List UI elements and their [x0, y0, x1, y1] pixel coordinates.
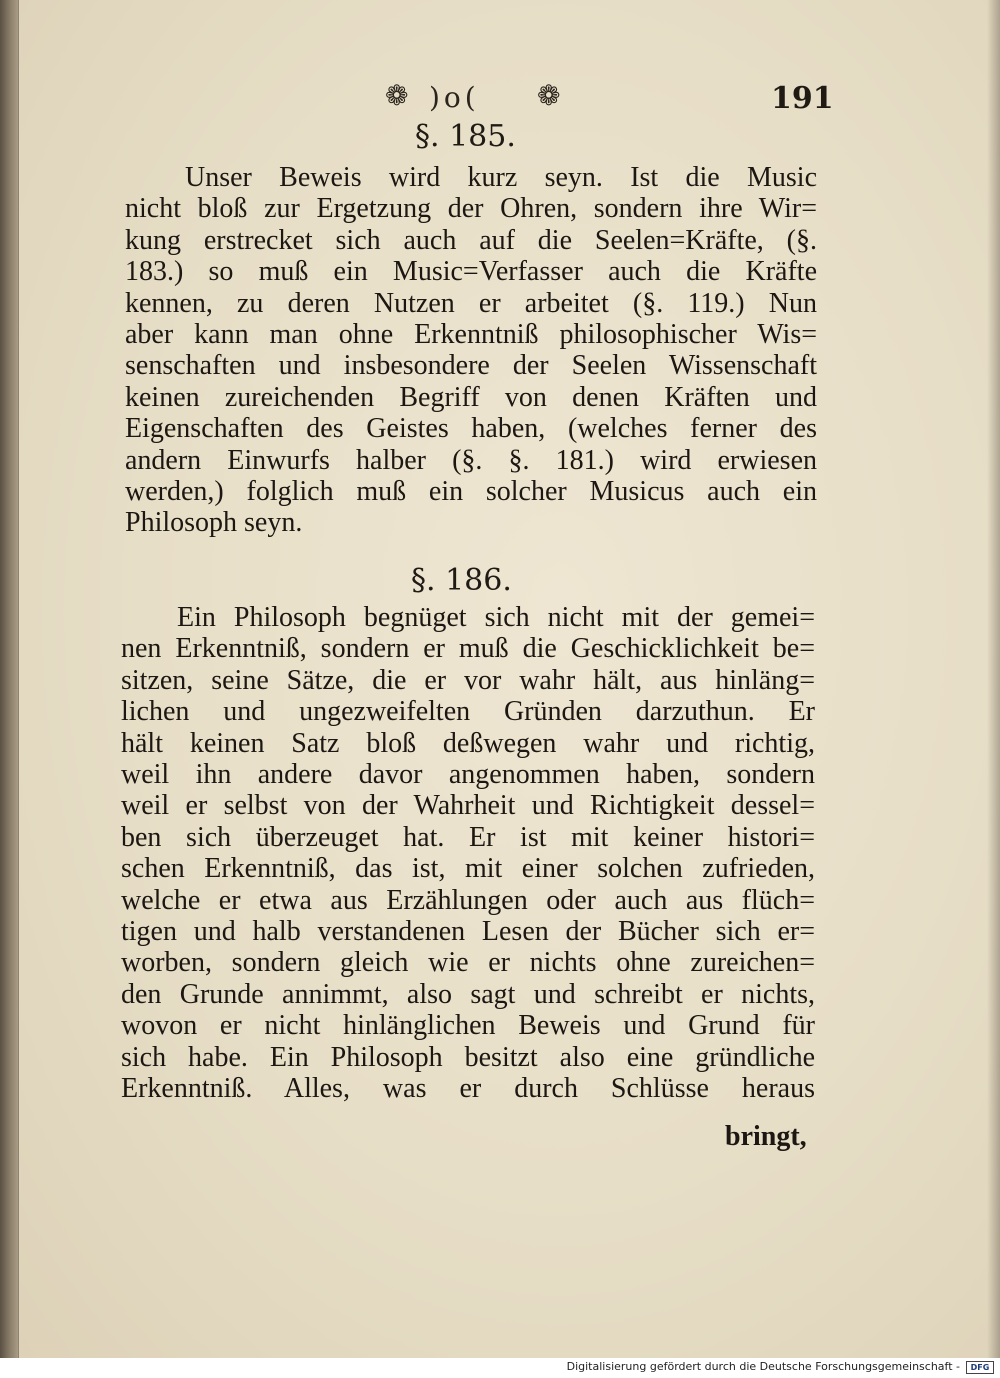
- text-line: schen Erkenntniß, das ist, mit einer solchen zufrieden,: [121, 853, 815, 885]
- text-line: kennen, zu deren Nutzen er arbeitet (§. 119.) Nun: [125, 287, 817, 319]
- section-186-text: [121, 602, 815, 1105]
- running-header: [19, 78, 1000, 122]
- text-line: andern Einwurfs halber (§. §. 181.) wird erwiesen: [125, 444, 817, 476]
- dfg-logo-icon: DFG: [966, 1361, 994, 1374]
- text-line: kung erstrecket sich auch auf die Seelen=Kräfte, (§.: [125, 224, 817, 256]
- text-line: 183.) so muß ein Music=Verfasser auch die Kräfte: [125, 256, 817, 288]
- text-line: den Grunde annimmt, also sagt und schreibt er nichts,: [121, 978, 815, 1010]
- text-line: werden,) folglich muß ein solcher Musicus auch ein: [125, 476, 817, 508]
- text-line: aber kann man ohne Erkenntniß philosophischer Wis=: [125, 319, 817, 351]
- ornament-left-icon: ❁: [385, 79, 409, 112]
- text-line: worben, sondern gleich wie er nichts ohne zureichen=: [121, 947, 815, 979]
- text-line: hält keinen Satz bloß deßwegen wahr und richtig,: [121, 727, 815, 759]
- text-line: nicht bloß zur Ergetzung der Ohren, sondern ihre Wir=: [125, 193, 817, 225]
- catchword: bringt,: [725, 1121, 807, 1152]
- text-line: keinen zureichenden Begriff von denen Kräften und: [125, 381, 817, 413]
- footer-bar: [0, 1358, 1000, 1378]
- text-line: weil er selbst von der Wahrheit und Richtigkeit dessel=: [121, 790, 815, 822]
- text-line: Unser Beweis wird kurz seyn. Ist die Music: [185, 162, 817, 193]
- page-number: 191: [771, 81, 834, 116]
- ornament-right-icon: ❁: [537, 79, 561, 112]
- text-line: sich habe. Ein Philosoph besitzt also eine gründliche: [121, 1041, 815, 1073]
- text-line: wovon er nicht hinlänglichen Beweis und Grund für: [121, 1010, 815, 1042]
- section-heading-186: §. 186.: [411, 563, 512, 598]
- section-heading-185: §. 185.: [415, 119, 516, 154]
- text-line: sitzen, seine Sätze, die er vor wahr hält, aus hinläng=: [121, 664, 815, 696]
- text-line: tigen und halb verstandenen Lesen der Bücher sich er=: [121, 916, 815, 948]
- book-page: [18, 0, 1000, 1358]
- text-line: welche er etwa aus Erzählungen oder auch aus flüch=: [121, 884, 815, 916]
- text-line: nen Erkenntniß, sondern er muß die Geschicklichkeit be=: [121, 633, 815, 665]
- text-line: Philosoph seyn.: [125, 507, 303, 539]
- text-line: senschaften und insbesondere der Seelen Wissenschaft: [125, 350, 817, 382]
- text-line: Erkenntniß. Alles, was er durch Schlüsse heraus: [121, 1073, 815, 1105]
- funding-credit: Digitalisierung gefördert durch die Deutsche Forschungsgemeinschaft -: [566, 1360, 960, 1373]
- text-line: lichen und ungezweifelten Gründen darzuthun. Er: [121, 696, 815, 728]
- text-line: ben sich überzeuget hat. Er ist mit keiner histori=: [121, 821, 815, 853]
- text-line: Ein Philosoph begnüget sich nicht mit der gemei=: [177, 602, 815, 633]
- section-185-text: [125, 162, 817, 539]
- text-line: weil ihn andere davor angenommen haben, sondern: [121, 759, 815, 791]
- header-mark: )o(: [429, 81, 480, 114]
- text-line: Eigenschaften des Geistes haben, (welches ferner des: [125, 413, 817, 445]
